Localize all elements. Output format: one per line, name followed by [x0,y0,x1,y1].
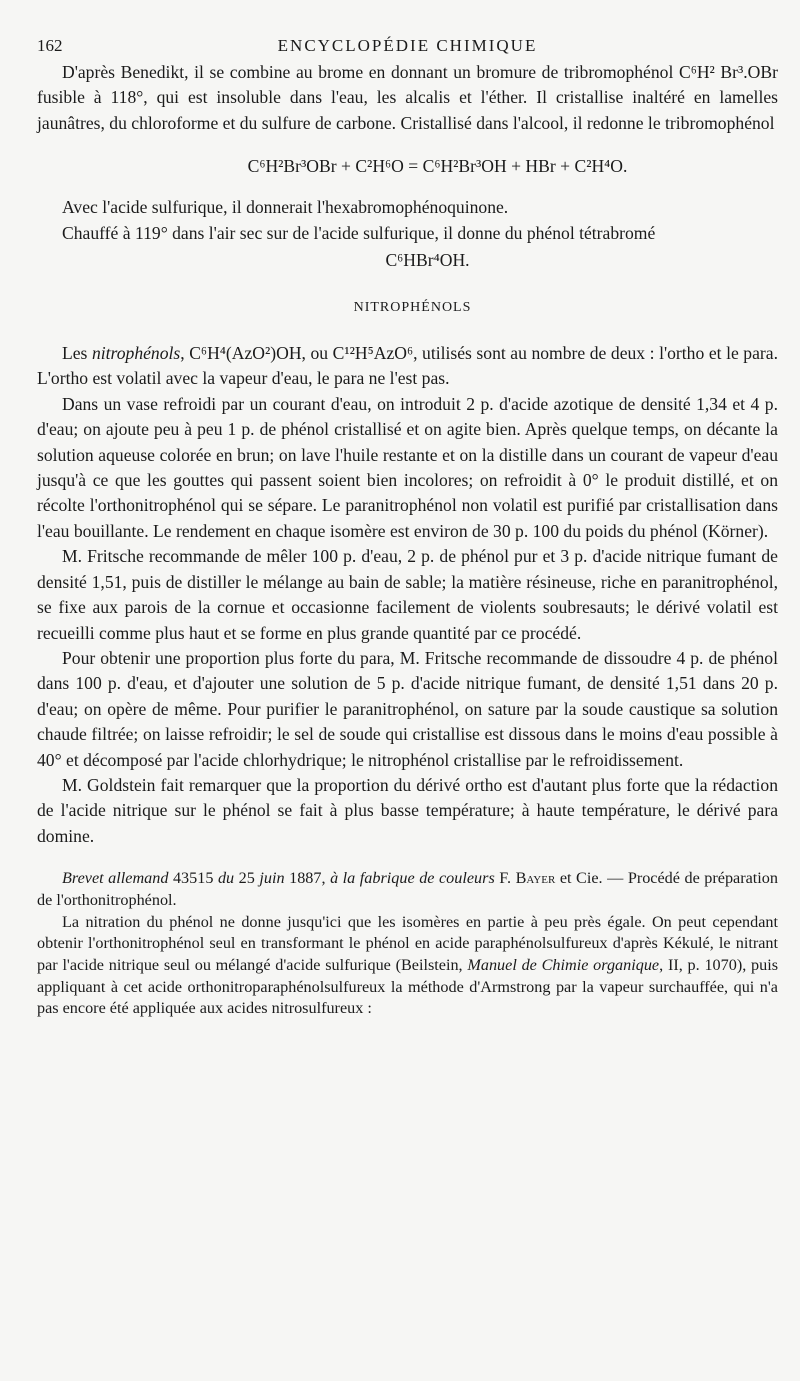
patent-label: Brevet allemand [62,869,169,888]
patent-title: et Cie. — Procédé de préparation de l'orthonitrophénol. [37,869,778,909]
paragraph-sulfuric: Avec l'acide sulfurique, il donnerait l'hexabromophénoquinone. [62,197,509,218]
paragraph-benedikt: D'après Benedikt, il se combine au brome en donnant un bromure de tribromophénol C⁶H² Br³.OBr fusible à 118°, qui est insoluble dans l'eau, les alcalis et l'éther. Il cristallise inaltéré en lamelles jaunâtres, du chloroforme et du sulfure de carbone. Cristallisé dans l'alcool, il redonne le tribromophénol [37,62,778,133]
patent-du: du [217,869,235,888]
paragraph-korner-method: Dans un vase refroidi par un courant d'eau, on introduit 2 p. d'acide azotique de densité 1,34 et 4 p. d'eau; on ajoute peu à peu 1 p. de phénol cristallisé et on agite bien. Après quelque temps, on décante la solution aqueuse colorée en brun; on lave l'huile restante et on la distille dans un courant de vapeur d'eau jusqu'à ce que les gouttes qui passent soient bien incolores; on refroidit à 0° le produit distillé, et on récolte l'orthonitrophénol qui se sépare. Le paranitrophénol non volatil est purifié par cristallisation dans l'eau bouillante. Le rendement en chaque isomère est environ de 30 p. 100 du poids du phénol (Körner). [37,393,778,541]
patent-month: juin [259,869,285,888]
section-heading-nitrophenols: NITROPHÉNOLS [353,300,472,316]
patent-section [37,868,778,1020]
paragraph-fritsche-method: M. Fritsche recommande de mêler 100 p. d'eau, 2 p. de phénol pur et 3 p. d'acide nitrique fumant de densité 1,51, puis de distiller le mélange au bain de sable; la matière résineuse, riche en paranitrophénol, se fixe aux parois de la cornue et occasionne facilement de violents soubresauts; le dérivé volatil est recueilli comme plus haut et se forme en plus grande quantité par ce procédé. [37,546,778,643]
patent-company: F. Bayer [494,869,556,888]
patent-factory: à la fabrique de couleurs [330,869,495,888]
intro-text-rest: , C⁶H⁴(AzO²)OH, ou C¹²H⁵AzO⁶, utilisés sont au nombre de deux : l'ortho et le para. L'ortho est volatil avec la vapeur d'eau, le para ne l'est pas. [37,343,778,389]
patent-citation [37,868,778,911]
formula-tetrabromophenol: C⁶HBr⁴OH. [385,250,470,271]
paragraph-goldstein: M. Goldstein fait remarquer que la proportion du dérivé ortho est d'autant plus forte que la rédaction de l'acide nitrique sur le phénol se fait à plus basse température; à haute température, le dérivé para domine. [37,774,778,846]
patent-day: 25 [234,869,260,888]
page-number: 162 [37,36,63,55]
intro-text-start: Les [62,343,92,364]
equation-tribromophenol: C⁶H²Br³OBr + C²H⁶O = C⁶H²Br³OH + HBr + C²H⁴O. [247,156,628,177]
nitration-text-end: , II, p. 1070), puis appliquant à cet acide orthonitroparaphénolsulfureux la méthode d'Armstrong par la vapeur surchauffée, qui n'a pas encore été appliquée aux acides nitrosulfureux : [37,955,779,1018]
patent-number: 43515 [168,869,218,888]
intro-term: nitrophénols [91,343,181,364]
nitration-book-title: Manuel de Chimie organique [467,955,660,974]
patent-year: 1887, [284,869,331,888]
nitration-text-start: La nitration du phénol ne donne jusqu'ici que les isomères en partie à peu près égale. On peut cependant obtenir l'orthonitrophénol seul en transformant le phénol en acide paraphénolsulfureux d'après Kékulé, le nitrant par l'acide nitrique seul ou mélangé d'acide sulfurique (Beilstein, [37,912,778,974]
paragraph-nitrophenols-intro [37,341,778,392]
running-title: ENCYCLOPÉDIE CHIMIQUE [277,36,538,55]
paragraph-nitration [37,912,778,1021]
running-header [37,34,778,60]
paragraph-tetrabromo: Chauffé à 119° dans l'air sec sur de l'acide sulfurique, il donne du phénol tétrabromé [62,222,656,243]
paragraph-fritsche-para: Pour obtenir une proportion plus forte du para, M. Fritsche recommande de dissoudre 4 p. de phénol dans 100 p. d'eau, et d'ajouter une solution de 5 p. d'acide nitrique fumant, de densité 1,51 dans 20 p. d'eau; on opère de même. Pour purifier le paranitrophénol, on sature par la soude caustique sa solution chaude filtrée; on laisse refroidir; le sel de soude qui cristallise est dissous dans le moins d'eau possible à 40° et décomposé par l'acide chlorhydrique; le nitrophénol cristallise par le refroidissement. [37,647,778,770]
